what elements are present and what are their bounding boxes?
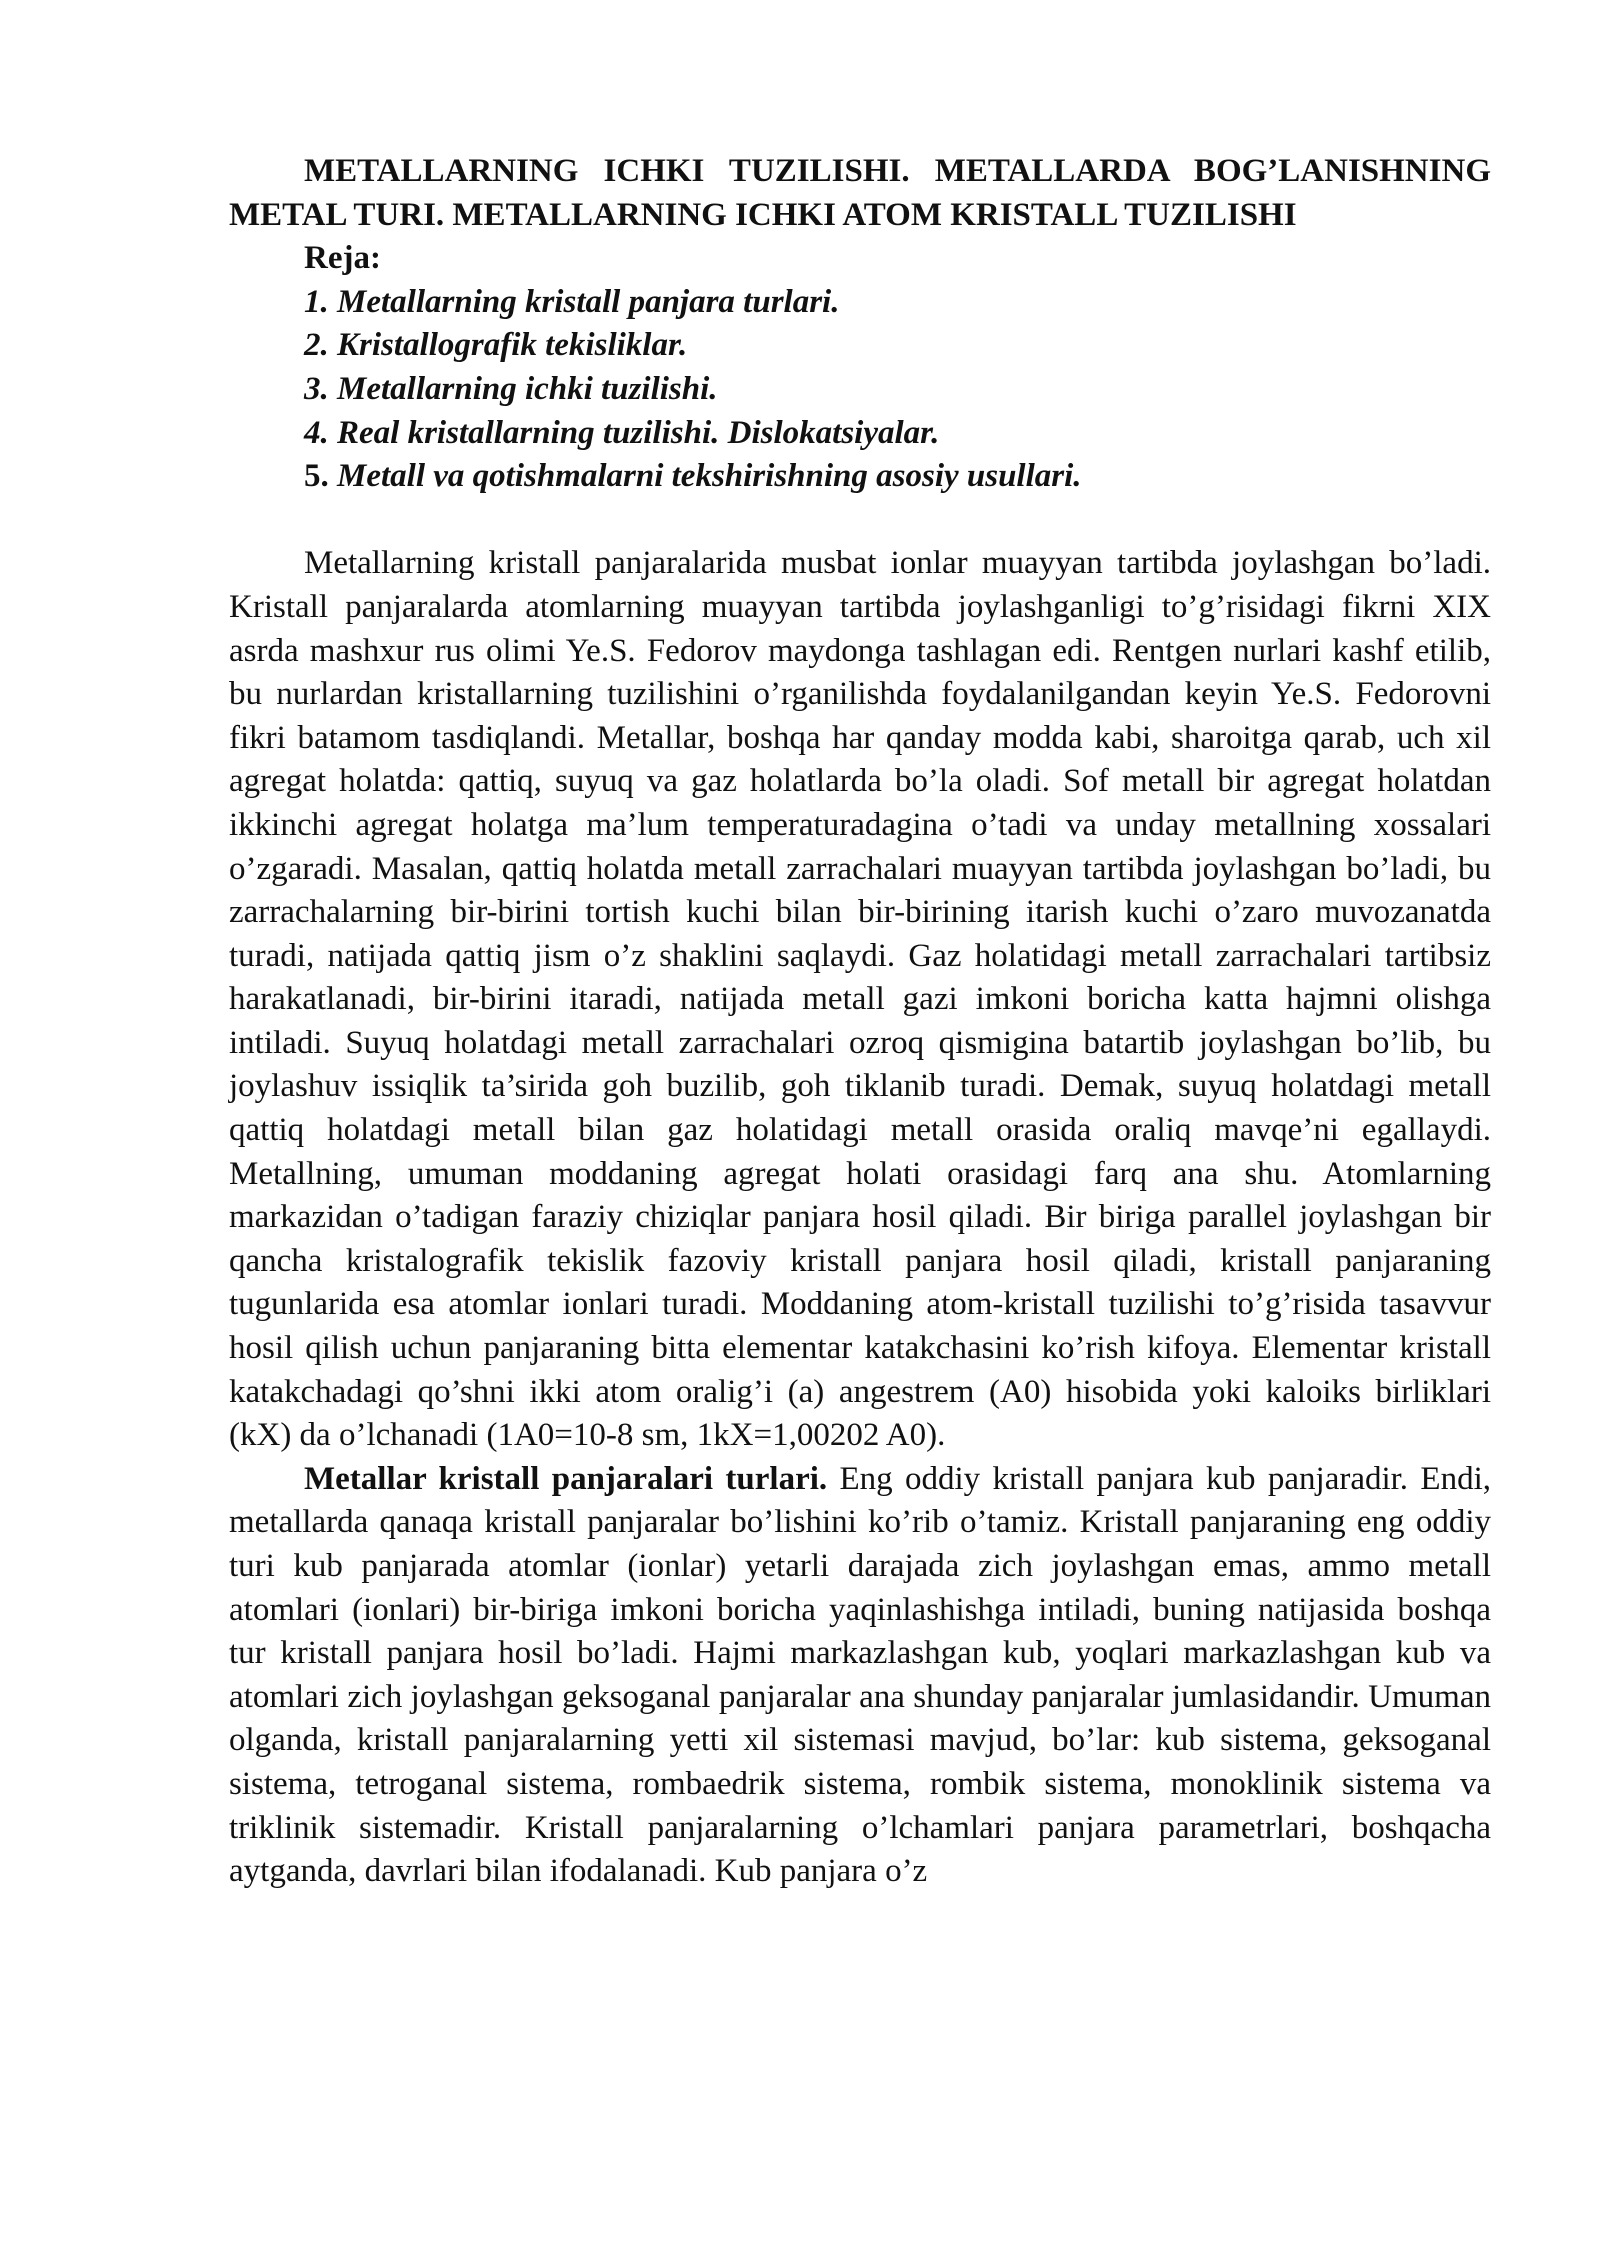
plan-heading: Reja: [304, 240, 381, 277]
plan-item-number: 4. [304, 414, 329, 451]
document-title: METALLARNING ICHKI TUZILISHI. METALLARDA BOG’LANISHNING METAL TURI. METALLARNING ICHKI ATOM KRISTALL TUZILISHI [229, 153, 1491, 233]
document-page [229, 150, 1491, 1894]
plan-item [229, 281, 1491, 325]
plan-item-text: Metallarning ichki tuzilishi. [337, 370, 718, 407]
paragraph-text: Metallarning kristall panjaralarida musbat ionlar muayyan tartibda joylashgan bo’ladi. Kristall panjaralarda atomlarning muayyan tartibda joylashganligi to’g’risidagi fikrni XIX asrda mashxur rus olimi Ye.S. Fedorov maydonga tashlagan edi. Rentgen nurlari kashf etilib, bu nurlardan kristallarning tuzilishini o’rganilishda foydalanilgandan keyin Ye.S. Fedorovni fikri batamom tasdiqlandi. Metallar, boshqa har qanday modda kabi, sharoitga qarab, uch xil agregat holatda: qattiq, suyuq va gaz holatlarda bo’la oladi. Sof metall bir agregat holatdan ikkinchi agregat holatga ma’lum temperaturadagina o’tadi va unday metallning xossalari o’zgaradi. Masalan, qattiq holatda metall zarrachalari muayyan tartibda joylashgan bo’ladi, bu zarrachalarning bir-birini tortish kuchi bilan bir-birining itarish kuchi o’zaro muvozanatda turadi, natijada qattiq jism o’z shaklini saqlaydi. Gaz holatidagi metall zarrachalari tartibsiz harakatlanadi, bir-birini itaradi, natijada metall gazi imkoni boricha katta hajmni olishga intiladi. Suyuq holatdagi metall zarrachalari ozroq qismigina batartib joylashgan bo’lib, bu joylashuv issiqlik ta’sirida goh buzilib, goh tiklanib turadi. Demak, suyuq holatdagi metall qattiq holatdagi metall bilan gaz holatidagi metall orasida oraliq mavqe’ni egallaydi. Metallning, umuman moddaning agregat holati orasidagi farq ana shu. Atomlarning markazidan o’tadigan faraziy chiziqlar panjara hosil qiladi. Bir biriga parallel joylashgan bir qancha kristalografik tekislik fazoviy kristall panjara hosil qiladi, kristall panjaraning tugunlarida esa atomlar ionlari turadi. Moddaning atom-kristall tuzilishi to’g’risida tasavvur hosil qilish uchun panjaraning bitta elementar katakchasini ko’rish kifoya. Elementar kristall katakchadagi qo’shni ikki atom oralig’i (a) angestrem (A0) hisobida yoki kaloiks birliklari (kX) da o’lchanadi (1A0=10-8 sm, 1kX=1,00202 A0). [229, 545, 1491, 1454]
plan-list [229, 281, 1491, 499]
section-lead-heading: Metallar kristall panjaralari turlari. [304, 1460, 828, 1497]
plan-item-text: Metall va qotishmalarni tekshirishning asosiy usullari. [337, 458, 1082, 495]
plan-item [229, 368, 1491, 412]
plan-item [229, 324, 1491, 368]
body-paragraph [229, 1458, 1491, 1894]
plan-item-text: Kristallografik tekisliklar. [337, 327, 688, 364]
plan-item [229, 412, 1491, 456]
plan-item-number: 1. [304, 283, 329, 320]
plan-item-number: 3. [304, 370, 329, 407]
plan-item [229, 455, 1491, 499]
paragraph-text: Eng oddiy kristall panjara kub panjaradir. Endi, metallarda qanaqa kristall panjaralar bo’lishini ko’rib o’tamiz. Kristall panjaraning eng oddiy turi kub panjarada atomlar (ionlar) yetarli darajada zich joylashgan emas, ammo metall atomlari (ionlari) bir-biriga imkoni boricha yaqinlashishga intiladi, buning natijasida boshqa tur kristall panjara hosil bo’ladi. Hajmi markazlashgan kub, yoqlari markazlashgan kub va atomlari zich joylashgan geksoganal panjaralar ana shunday panjaralar jumlasidandir. Umuman olganda, kristall panjaralarning yetti xil sistemasi mavjud, bo’lar: kub sistema, geksoganal sistema, tetroganal sistema, rombaedrik sistema, rombik sistema, monoklinik sistema va triklinik sistemadir. Kristall panjaralarning o’lchamlari panjara parametrlari, boshqacha aytganda, davrlari bilan ifodalanadi. Kub panjara o’z [229, 1460, 1491, 1890]
plan-item-number: 2. [304, 327, 329, 364]
plan-item-text: Real kristallarning tuzilishi. Dislokatsiyalar. [337, 414, 940, 451]
plan-item-number: 5. [304, 458, 329, 495]
plan-item-text: Metallarning kristall panjara turlari. [337, 283, 840, 320]
blank-line [229, 499, 1491, 543]
body-paragraph [229, 542, 1491, 1457]
